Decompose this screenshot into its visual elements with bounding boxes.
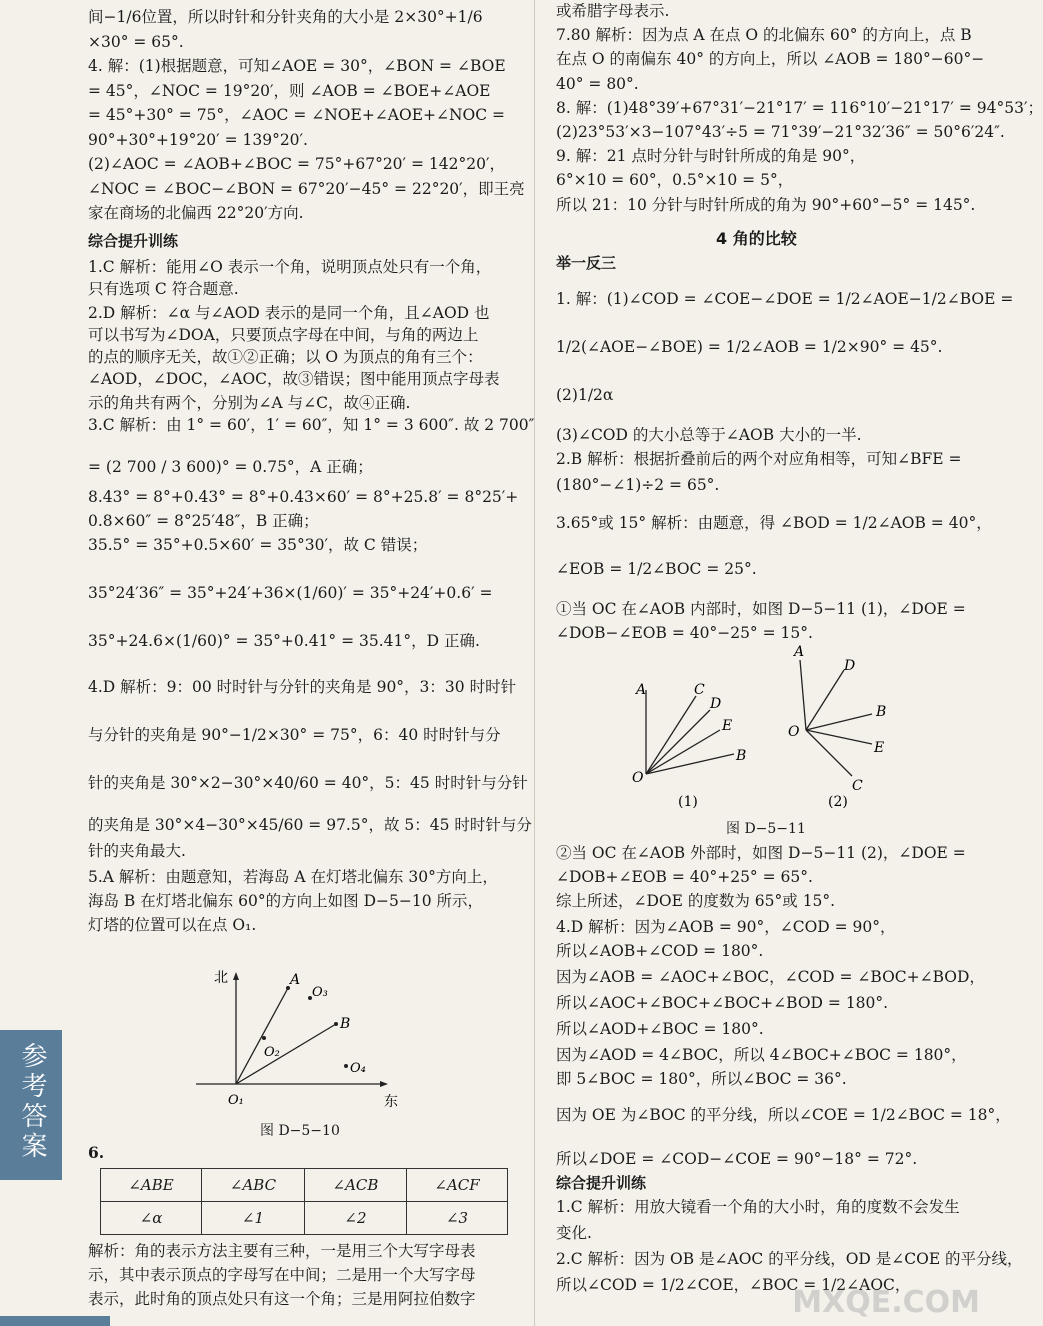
table-cell: ∠1: [202, 1202, 305, 1235]
angle-table: [100, 1168, 508, 1235]
table-row: [101, 1202, 508, 1235]
text-line: ∠AOD，∠DOC，∠AOC，故③错误；图中能用顶点字母表: [88, 370, 500, 388]
text-line: 7.80 解析：因为点 A 在点 O 的北偏东 60° 的方向上，点 B: [556, 26, 972, 45]
table-cell: ∠α: [101, 1202, 202, 1235]
text-line: 海岛 B 在灯塔北偏东 60°的方向上如图 D−5−10 所示，: [88, 892, 483, 910]
ray-ob-1: [646, 754, 734, 774]
table-cell: ∠2: [304, 1202, 406, 1235]
ray-ob-2: [806, 714, 872, 730]
figure-caption-d-5-11: 图 D−5−11: [726, 821, 806, 837]
figure-caption-d-5-10: 图 D−5−10: [260, 1123, 340, 1139]
text-line: 的点的顺序无关，故①②正确；以 O 为顶点的角有三个：: [88, 348, 483, 366]
page-number-bar: [0, 1316, 110, 1326]
text-line: 即 5∠BOC = 180°，所以∠BOC = 36°.: [556, 1070, 847, 1088]
text-line: 所以∠AOB+∠COD = 180°.: [556, 942, 764, 960]
label-c-1: C: [694, 682, 705, 698]
text-line: 因为∠AOB = ∠AOC+∠BOC，∠COD = ∠BOC+∠BOD，: [556, 968, 985, 986]
text-line: 3.C 解析：由 1° = 60′，1′ = 60″，知 1° = 3 600″. 故 2 700″: [88, 416, 535, 434]
text-line: 2.D 解析：∠α 与∠AOD 表示的是同一个角，且∠AOD 也: [88, 304, 490, 322]
text-line: 可以书写为∠DOA，只要顶点字母在中间，与角的两边上: [88, 326, 479, 344]
ray-oa-2: [800, 660, 806, 730]
text-line: ∠DOB−∠EOB = 40°−25° = 15°.: [556, 624, 813, 642]
text-line: = (2 700 / 3 600)° = 0.75°，A 正确；: [88, 458, 373, 476]
section-heading-comprehensive: 综合提升训练: [88, 232, 179, 250]
text-line: 解析：角的表示方法主要有三种，一是用三个大写字母表: [88, 1242, 476, 1260]
label-o4: O₄: [350, 1061, 366, 1076]
sidebar-label: 参考答案: [17, 1042, 47, 1162]
text-line: 35°24′36″ = 35°+24′+36×(1/60)′ = 35°+24′+0.6′ =: [88, 584, 493, 602]
text-line: 3.65°或 15° 解析：由题意，得 ∠BOD = 1/2∠AOB = 40°，: [556, 514, 992, 532]
ray-oa: [236, 988, 288, 1084]
figure-d-5-10: [196, 966, 396, 1116]
text-line: 所以∠AOC+∠BOC+∠BOC+∠BOD = 180°.: [556, 994, 889, 1012]
ray-ob: [236, 1024, 336, 1084]
figure-d-5-11-part-1: [632, 682, 746, 810]
text-line: 所以 21：10 分针与时针所成的角为 90°+60°−5° = 145°.: [556, 195, 976, 214]
text-line: 2.B 解析：根据折叠前后的两个对应角相等，可知∠BFE =: [556, 450, 962, 468]
label-o-2: O: [788, 724, 800, 740]
text-line: 的夹角是 30°×4−30°×45/60 = 97.5°，故 5：45 时时针与分: [88, 816, 532, 834]
text-line: 针的夹角是 30°×2−30°×40/60 = 40°，5：45 时时针与分针: [88, 774, 528, 792]
point-b: [334, 1022, 338, 1026]
label-c-2: C: [852, 778, 863, 794]
watermark: MXQE.COM: [792, 1285, 980, 1320]
ray-oc-1: [646, 696, 696, 774]
text-line: ①当 OC 在∠AOB 内部时，如图 D−5−11 (1)，∠DOE =: [556, 600, 966, 618]
label-d-2: D: [844, 658, 856, 674]
text-line: 4.D 解析：因为∠AOB = 90°，∠COD = 90°，: [556, 918, 896, 936]
label-a: A: [290, 972, 301, 988]
text-line: 示，其中表示顶点的字母写在中间；二是用一个大写字母: [88, 1266, 476, 1284]
text-line: 表示，此时角的顶点处只有这一个角；三是用阿拉伯数字: [88, 1290, 476, 1308]
section-heading-comprehensive-2: 综合提升训练: [556, 1174, 647, 1192]
text-line: 针的夹角最大.: [88, 842, 186, 860]
label-north: 北: [214, 970, 228, 986]
text-line: = 45°，∠NOC = 19°20′，则 ∠AOB = ∠BOE+∠AOE: [88, 81, 491, 100]
ray-od-2: [806, 670, 844, 730]
text-line: 所以∠AOD+∠BOC = 180°.: [556, 1020, 764, 1038]
question-6-number: 6.: [88, 1143, 105, 1162]
text-line: 90°+30°+19°20′ = 139°20′.: [88, 130, 308, 149]
section-heading-practice: 举一反三: [556, 254, 617, 272]
text-line: ②当 OC 在∠AOB 外部时，如图 D−5−11 (2)，∠DOE =: [556, 844, 966, 862]
text-line: (2)1/2α: [556, 386, 614, 404]
text-line: 1/2(∠AOE−∠BOE) = 1/2∠AOB = 1/2×90° = 45°.: [556, 338, 943, 356]
text-line: 所以∠COD = 1/2∠COE，∠BOC = 1/2∠AOC，: [556, 1276, 911, 1294]
label-d-1: D: [710, 696, 722, 712]
text-line: 只有选项 C 符合题意.: [88, 280, 239, 298]
label-o1: O₁: [228, 1093, 244, 1108]
label-b: B: [340, 1016, 351, 1032]
label-east: 东: [384, 1094, 398, 1110]
point-o2: [262, 1036, 266, 1040]
label-b-2: B: [876, 704, 887, 720]
text-line: 1. 解：(1)∠COD = ∠COE−∠DOE = 1/2∠AOE−1/2∠BOE =: [556, 290, 1014, 308]
text-line: 6°×10 = 60°，0.5°×10 = 5°，: [556, 171, 794, 190]
table-cell: ∠ACF: [407, 1169, 508, 1202]
text-line: 40° = 80°.: [556, 74, 639, 93]
text-line: (3)∠COD 的大小总等于∠AOB 大小的一半.: [556, 426, 862, 444]
ray-oe-2: [806, 730, 872, 744]
label-e-2: E: [874, 740, 885, 756]
text-line: 4. 解：(1)根据题意，可知∠AOE = 30°，∠BON = ∠BOE: [88, 57, 506, 75]
text-line: 所以∠DOE = ∠COD−∠COE = 90°−18° = 72°.: [556, 1150, 918, 1168]
text-line: 35.5° = 35°+0.5×60′ = 35°30′，故 C 错误；: [88, 536, 428, 554]
text-line: ∠EOB = 1/2∠BOC = 25°.: [556, 560, 757, 578]
text-line: 因为 OE 为∠BOC 的平分线，所以∠COE = 1/2∠BOC = 18°，: [556, 1106, 1011, 1124]
label-o2: O₂: [264, 1045, 280, 1060]
text-line: (180°−∠1)÷2 = 65°.: [556, 476, 720, 494]
text-line: 4.D 解析：9：00 时时针与分针的夹角是 90°，3：30 时时针: [88, 678, 517, 696]
text-line: 在点 O 的南偏东 40° 的方向上，所以 ∠AOB = 180°−60°−: [556, 50, 985, 69]
text-line: 因为∠AOD = 4∠BOC，所以 4∠BOC+∠BOC = 180°，: [556, 1046, 967, 1064]
text-line: 1.C 解析：用放大镜看一个角的大小时，角的度数不会发生: [556, 1198, 960, 1216]
text-line: 2.C 解析：因为 OB 是∠AOC 的平分线，OD 是∠COE 的平分线，: [556, 1250, 1023, 1268]
label-e-1: E: [722, 718, 733, 734]
label-o-1: O: [632, 770, 644, 786]
label-a-1: A: [636, 682, 647, 698]
section-title-angle-comparison: 4 角的比较: [716, 229, 797, 248]
table-cell: ∠3: [407, 1202, 508, 1235]
column-divider: [534, 0, 535, 1326]
point-o4: [344, 1064, 348, 1068]
text-line: 示的角共有两个，分别为∠A 与∠C，故④正确.: [88, 394, 411, 412]
text-line: 35°+24.6×(1/60)° = 35°+0.41° = 35.41°，D 正确.: [88, 632, 480, 650]
text-line: (2)∠AOC = ∠AOB+∠BOC = 75°+67°20′ = 142°20′，: [88, 155, 505, 173]
table-cell: ∠ACB: [304, 1169, 406, 1202]
ray-oc-2: [806, 730, 852, 776]
label-b-1: B: [736, 748, 747, 764]
text-line: 9. 解：21 点时分针与时针所成的角是 90°，: [556, 147, 866, 166]
answer-sidebar-tab: [0, 1030, 62, 1180]
text-line: = 45°+30° = 75°，∠AOC = ∠NOE+∠AOE+∠NOC =: [88, 106, 506, 124]
table-cell: ∠ABE: [101, 1169, 202, 1202]
text-line: 0.8×60″ = 8°25′48″，B 正确；: [88, 512, 319, 530]
text-line: 1.C 解析：能用∠O 表示一个角，说明顶点处只有一个角，: [88, 258, 492, 276]
north-arrow: [233, 972, 239, 980]
text-line: 灯塔的位置可以在点 O₁.: [88, 916, 257, 934]
text-line: 5.A 解析：由题意知，若海岛 A 在灯塔北偏东 30°方向上，: [88, 868, 498, 886]
text-line: ∠DOB+∠EOB = 40°+25° = 65°.: [556, 868, 813, 886]
text-line: ×30° = 65°.: [88, 32, 184, 51]
figure-d-5-11: [616, 642, 916, 812]
east-arrow: [380, 1081, 388, 1087]
label-a-2: A: [794, 644, 805, 660]
fig-sub-2: (2): [828, 794, 848, 810]
text-line: 8. 解：(1)48°39′+67°31′−21°17′ = 116°10′−21°17′ = 94°53′；: [556, 98, 1043, 117]
text-line: 8.43° = 8°+0.43° = 8°+0.43×60′ = 8°+25.8′ = 8°25′+: [88, 488, 519, 506]
text-line: (2)23°53′×3−107°43′÷5 = 71°39′−21°32′36″ = 50°6′24″.: [556, 123, 1005, 141]
text-line: 间−1/6位置，所以时针和分针夹角的大小是 2×30°+1/6: [88, 8, 483, 26]
text-line: 家在商场的北偏西 22°20′方向.: [88, 204, 304, 222]
label-o3: O₃: [312, 985, 328, 1000]
fig-sub-1: (1): [678, 794, 698, 810]
text-line: 变化.: [556, 1224, 592, 1242]
table-row: [101, 1169, 508, 1202]
text-line: 或希腊字母表示.: [556, 2, 670, 20]
text-line: 综上所述，∠DOE 的度数为 65°或 15°.: [556, 892, 836, 910]
text-line: 与分针的夹角是 90°−1/2×30° = 75°，6：40 时时针与分: [88, 726, 501, 744]
table-cell: ∠ABC: [202, 1169, 305, 1202]
text-line: ∠NOC = ∠BOC−∠BON = 67°20′−45° = 22°20′，即王亮: [88, 179, 525, 198]
figure-d-5-11-part-2: [788, 644, 886, 810]
